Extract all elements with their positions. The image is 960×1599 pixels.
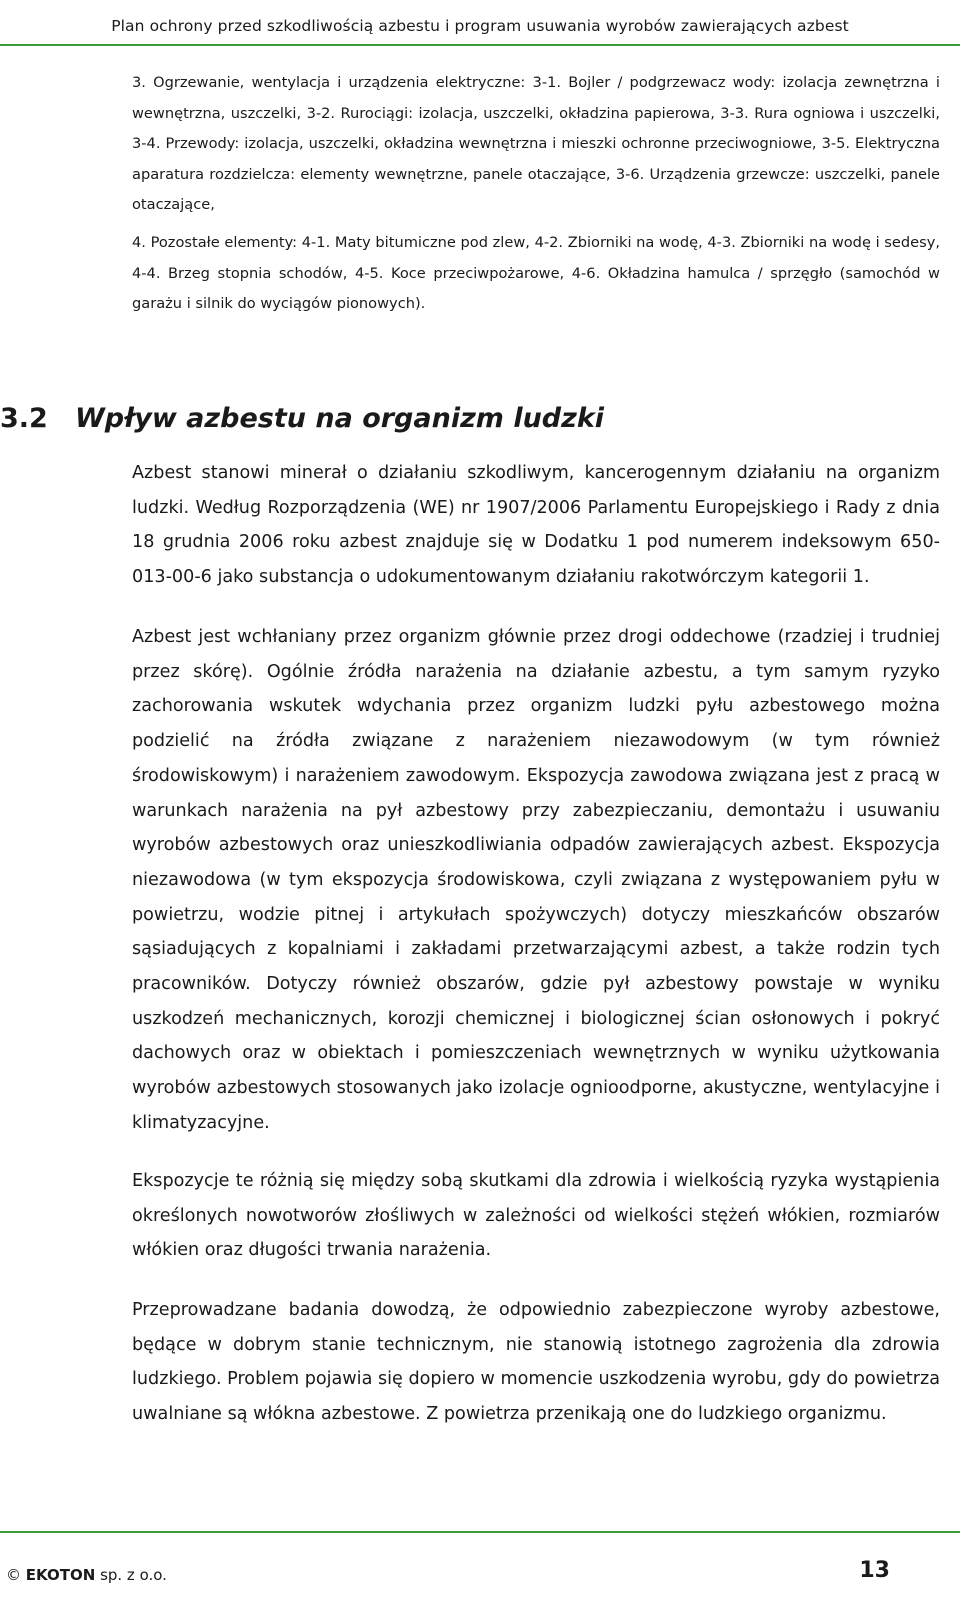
page-number: 13 [859,1558,890,1583]
section-title: Wpływ azbestu na organizm ludzki [75,403,605,434]
paragraph-exposure-differences: Ekspozycje te różnią się między sobą skutkami dla zdrowia i wielkością ryzyka wystąpienia określonych nowotworów złośliwych w zależności od wielkości stężeń włókien, rozmiarów włókien oraz długości trwania narażenia. [132,1171,940,1261]
copyright-icon: © [6,1566,21,1584]
page-header [0,0,960,46]
list-item-heating: 3. Ogrzewanie, wentylacja i urządzenia elektryczne: 3-1. Bojler / podgrzewacz wody: izolacja zewnętrzna i wewnętrzna, uszczelki, 3-2. Rurociągi: izolacja, uszczelki, okładzina papierowa, 3-3. Rura ogniowa i uszczelki, 3-4. Przewody: izolacja, uszczelki, okładzina wewnętrzna i mieszki ochronne przeciwogniowe, 3-5. Elektryczna aparatura rozdzielcza: elementy wewnętrzne, panele otaczające, 3-6. Urządzenia grzewcze: uszczelki, panele otaczające, [132,74,940,213]
header-divider [0,44,960,46]
footer-divider [0,1531,960,1533]
footer-company [6,1566,167,1584]
company-name: EKOTON [25,1566,96,1584]
company-suffix: sp. z o.o. [100,1566,167,1584]
paragraph-research-findings: Przeprowadzane badania dowodzą, że odpowiednio zabezpieczone wyroby azbestowe, będące w dobrym stanie technicznym, nie stanowią istotnego zagrożenia dla zdrowia ludzkiego. Problem pojawia się dopiero w momencie uszkodzenia wyrobu, gdy do powietrza uwalniane są włókna azbestowe. Z powietrza przenikają one do ludzkiego organizmu. [132,1300,940,1425]
list-item-other-elements: 4. Pozostałe elementy: 4-1. Maty bitumiczne pod zlew, 4-2. Zbiorniki na wodę, 4-3. Zbiorniki na wodę i sedesy, 4-4. Brzeg stopnia schodów, 4-5. Koce przeciwpożarowe, 4-6. Okładzina hamulca / sprzęgło (samochód w garażu i silnik do wyciągów pionowych). [132,234,940,312]
header-title: Plan ochrony przed szkodliwością azbestu i program usuwania wyrobów zawierających azbest [111,17,849,35]
section-number: 3.2 [0,403,48,434]
paragraph-asbestos-definition: Azbest stanowi minerał o działaniu szkodliwym, kancerogennym działaniu na organizm ludzki. Według Rozporządzenia (WE) nr 1907/2006 Parlamentu Europejskiego i Rady z dnia 18 grudnia 2006 roku azbest znajduje się w Dodatku 1 pod numerem indeksowym 650-013-00-6 jako substancja o udokumentowanym działaniu rakotwórczym kategorii 1. [132,463,940,588]
paragraph-exposure-sources: Azbest jest wchłaniany przez organizm głównie przez drogi oddechowe (rzadziej i trudniej przez skórę). Ogólnie źródła narażenia na działanie azbestu, a tym samym ryzyko zachorowania wskutek wdychania przez organizm ludzki pyłu azbestowego można podzielić na źródła związane z narażeniem niezawodowym (w tym również środowiskowym) i narażeniem zawodowym. Ekspozycja zawodowa związana jest z pracą w warunkach narażenia na pył azbestowy przy zabezpieczaniu, demontażu i usuwaniu wyrobów azbestowych oraz unieszkodliwiania odpadów zawierających azbest. Ekspozycja niezawodowa (w tym ekspozycja środowiskowa, czyli związana z występowaniem pyłu w powietrzu, wodzie pitnej i artykułach spożywczych) dotyczy mieszkańców obszarów sąsiadujących z kopalniami i zakładami przetwarzającymi azbest, a także rodzin tych pracowników. Dotyczy również obszarów, gdzie pył azbestowy powstaje w wyniku uszkodzeń mechanicznych, korozji chemicznej i biologicznej ścian osłonowych i pokryć dachowych oraz w obiektach i pomieszczeniach wewnętrznych w wyniku użytkowania wyrobów azbestowych stosowanych jako izolacje ognioodporne, akustyczne, wentylacyjne i klimatyzacyjne. [132,627,940,1133]
section-heading [0,403,604,434]
